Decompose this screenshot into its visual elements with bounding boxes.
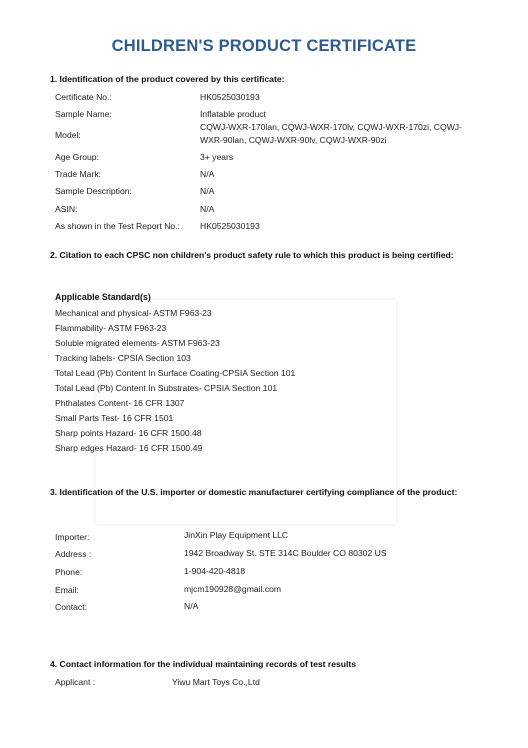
trade-mark-label: Trade Mark: xyxy=(55,169,102,179)
standard-item: Total Lead (Pb) Content In Substrates- CPSIA Section 101 xyxy=(55,383,278,393)
age-group-value: 3+ years xyxy=(200,152,234,162)
phone-label: Phone: xyxy=(55,567,83,577)
importer-label: Importer: xyxy=(55,532,90,542)
test-report-label: As shown in the Test Report No.: xyxy=(55,221,180,231)
standard-item: Mechanical and physical- ASTM F963-23 xyxy=(55,308,212,318)
section-4-heading: 4. Contact information for the individual maintaining records of test results xyxy=(50,659,357,669)
section-1-heading: 1. Identification of the product covered by this certificate: xyxy=(50,74,285,84)
certificate-no-value: HK0525030193 xyxy=(200,92,260,102)
standard-item: Total Lead (Pb) Content In Surface Coating-CPSIA Section 101 xyxy=(55,368,296,378)
sample-description-value: N/A xyxy=(200,186,215,196)
standard-item: Tracking labels- CPSIA Section 103 xyxy=(55,353,191,363)
model-label: Model: xyxy=(55,130,81,140)
sample-name-value: Inflatable product xyxy=(200,109,266,119)
sample-name-label: Sample Name: xyxy=(55,109,112,119)
standard-item: Flammability- ASTM F963-23 xyxy=(55,323,167,333)
email-label: Email: xyxy=(55,585,79,595)
contact-value: N/A xyxy=(184,601,199,611)
standards-title: Applicable Standard(s) xyxy=(55,292,151,302)
test-report-value: HK0525030193 xyxy=(200,221,260,231)
asin-label: ASIN: xyxy=(55,204,78,214)
asin-value: N/A xyxy=(200,204,215,214)
page-title: CHILDREN'S PRODUCT CERTIFICATE xyxy=(111,37,417,55)
contact-label: Contact: xyxy=(55,602,88,612)
standard-item: Sharp edges Hazard- 16 CFR 1500.49 xyxy=(55,443,203,453)
applicant-label: Applicant : xyxy=(55,677,96,687)
standard-item: Soluble migrated elements- ASTM F963-23 xyxy=(55,338,220,348)
standard-item: Phthalates Content- 16 CFR 1307 xyxy=(55,398,185,408)
trade-mark-value: N/A xyxy=(200,169,215,179)
email-value: mjcm190928@gmail.com xyxy=(184,584,282,594)
age-group-label: Age Group: xyxy=(55,152,99,162)
section-3-heading: 3. Identification of the U.S. importer or domestic manufacturer certifying compliance of the product: xyxy=(50,487,458,497)
model-value: CQWJ-WXR-170lan, CQWJ-WXR-170lv, CQWJ-WXR-170zi, CQWJ-WXR-90lan, CQWJ-WXR-90lv, CQWJ-WXR-90zi xyxy=(200,122,462,145)
standard-item: Small Parts Test- 16 CFR 1501 xyxy=(55,413,174,423)
applicant-value: Yiwu Mart Toys Co.,Ltd xyxy=(172,677,260,687)
address-value: 1942 Broadway St. STE 314C Boulder CO 80302 US xyxy=(184,548,387,558)
section-2-heading: 2. Citation to each CPSC non children's product safety rule to which this product is being certified: xyxy=(50,250,454,260)
address-label: Address : xyxy=(55,549,92,559)
certificate-no-label: Certificate No.: xyxy=(55,92,112,102)
sample-description-label: Sample Description: xyxy=(55,186,132,196)
phone-value: 1-904-420-4818 xyxy=(184,566,246,576)
importer-value: JinXin Play Equipment LLC xyxy=(184,530,289,540)
standard-item: Sharp points Hazard- 16 CFR 1500.48 xyxy=(55,428,202,438)
